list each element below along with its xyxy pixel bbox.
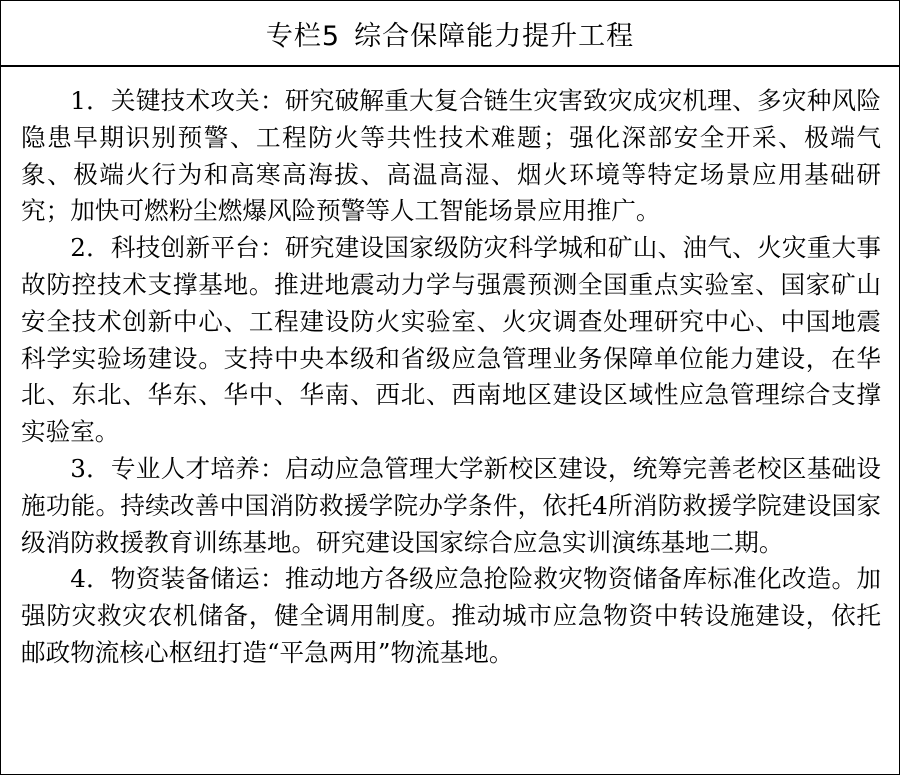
box-body [21,83,881,672]
item-material-equipment [21,561,881,671]
item-heading: 3．专业人才培养： [70,453,285,483]
item-text: 推动地方各级应急抢险救灾物资储备库标准化改造。加强防灾救灾农机储备，健全调用制度。推动城市应急物资中转设施建设，依托邮政物流核心枢纽打造“平急两用”物流基地。 [21,564,881,667]
item-heading: 4．物资装备储运： [70,564,285,594]
box-title [1,1,899,67]
box-title-number: 专栏5 [265,20,341,52]
box-title-text: 综合保障能力提升工程 [354,20,635,52]
item-heading: 1．关键技术攻关： [70,86,285,115]
item-text: 启动应急管理大学新校区建设，统筹完善老校区基础设施功能。持续改善中国消防救援学院办学条件，依托4所消防救援学院建设国家级消防救援教育训练基地。研究建设国家综合应急实训演练基地二期。 [21,453,881,557]
item-heading: 2．科技创新平台： [70,233,285,263]
item-talent-training [21,451,881,561]
item-innovation-platform [21,230,881,451]
item-text: 研究建设国家级防灾科学城和矿山、油气、火灾重大事故防控技术支撑基地。推进地震动力学与强震预测全国重点实验室、国家矿山安全技术创新中心、工程建设防火实验室、火灾调查处理研究中心、中国地震科学实验场建设。支持中央本级和省级应急管理业务保障单位能力建设，在华北、东北、华东、华中、华南、西北、西南地区建设区域性应急管理综合支撑实验室。 [21,233,881,447]
item-key-technology [21,83,881,230]
item-text: 研究破解重大复合链生灾害致灾成灾机理、多灾种风险隐患早期识别预警、工程防火等共性技术难题；强化深部安全开采、极端气象、极端火行为和高寒高海拔、高温高湿、烟火环境等特定场景应用基础研究；加快可燃粉尘燃爆风险预警等人工智能场景应用推广。 [21,86,881,226]
